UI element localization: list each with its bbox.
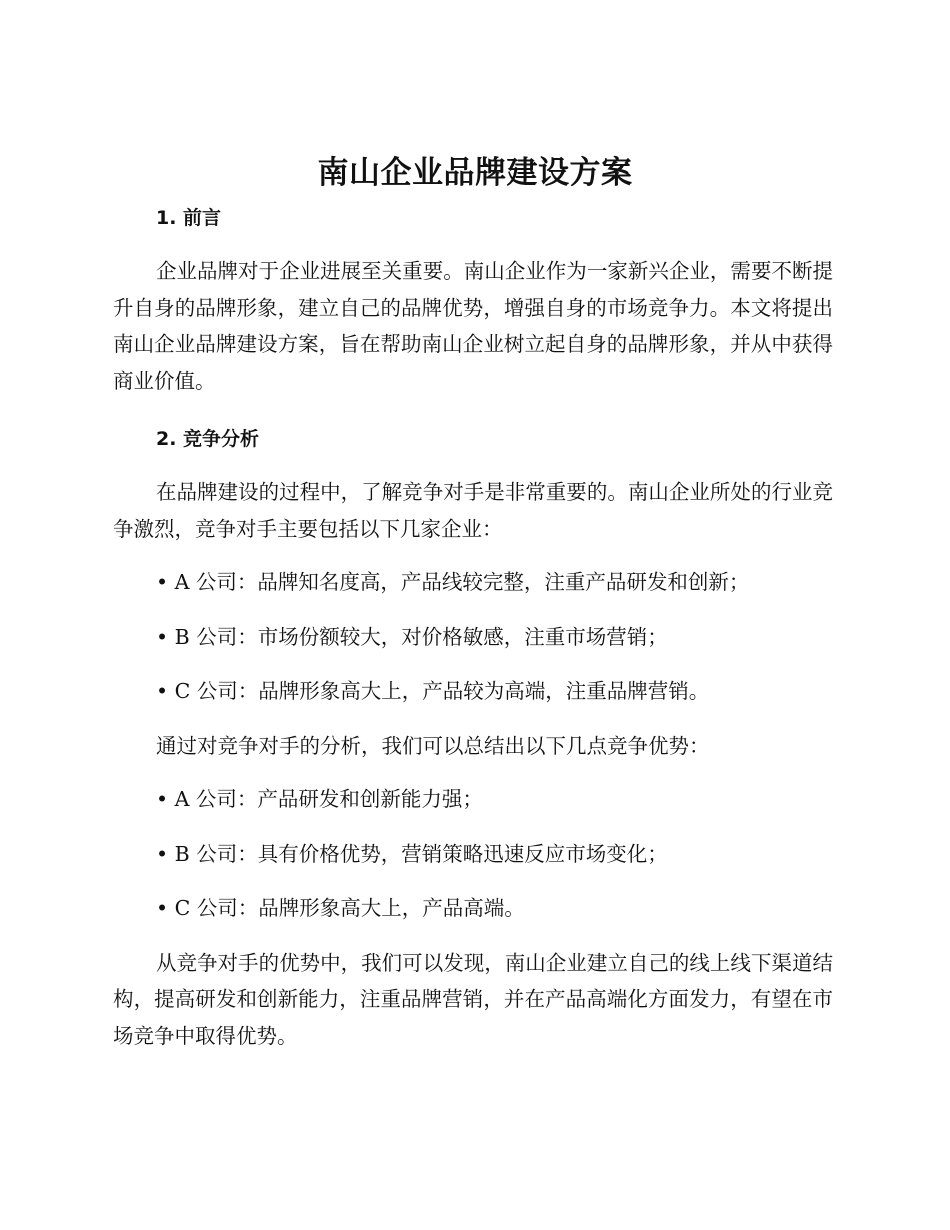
competition-intro-paragraph: 在品牌建设的过程中，了解竞争对手是非常重要的。南山企业所处的行业竞争激烈，竞争对手主要包括以下几家企业： — [113, 480, 833, 541]
advantage-item-c: • C 公司：品牌形象高大上，产品高端。 — [156, 896, 525, 920]
section-heading-competition: 2. 竞争分析 — [156, 428, 260, 450]
competitor-item-c: • C 公司：品牌形象高大上，产品较为高端，注重品牌营销。 — [156, 679, 710, 703]
conclusion-paragraph: 从竞争对手的优势中，我们可以发现，南山企业建立自己的线上线下渠道结构，提高研发和创新能力，注重品牌营销，并在产品高端化方面发力，有望在市场竞争中取得优势。 — [113, 950, 833, 1048]
section-heading-preface: 1. 前言 — [156, 207, 222, 229]
advantage-item-b: • B 公司：具有价格优势，营销策略迅速反应市场变化； — [156, 841, 668, 866]
document-body — [113, 200, 833, 1071]
competitor-item-b: • B 公司：市场份额较大，对价格敏感，注重市场营销； — [156, 624, 668, 649]
document-title: 南山企业品牌建设方案 — [317, 155, 633, 191]
advantages-intro-paragraph: 通过对竞争对手的分析，我们可以总结出以下几点竞争优势： — [156, 733, 710, 758]
advantage-item-a: • A 公司：产品研发和创新能力强； — [156, 787, 483, 811]
competitor-item-a: • A 公司：品牌知名度高，产品线较完整，注重产品研发和创新； — [156, 570, 750, 594]
preface-paragraph: 企业品牌对于企业进展至关重要。南山企业作为一家新兴企业，需要不断提升自身的品牌形象，建立自己的品牌优势，增强自身的市场竞争力。本文将提出南山企业品牌建设方案，旨在帮助南山企业树立起自身的品牌形象，并从中获得商业价值。 — [113, 259, 833, 393]
